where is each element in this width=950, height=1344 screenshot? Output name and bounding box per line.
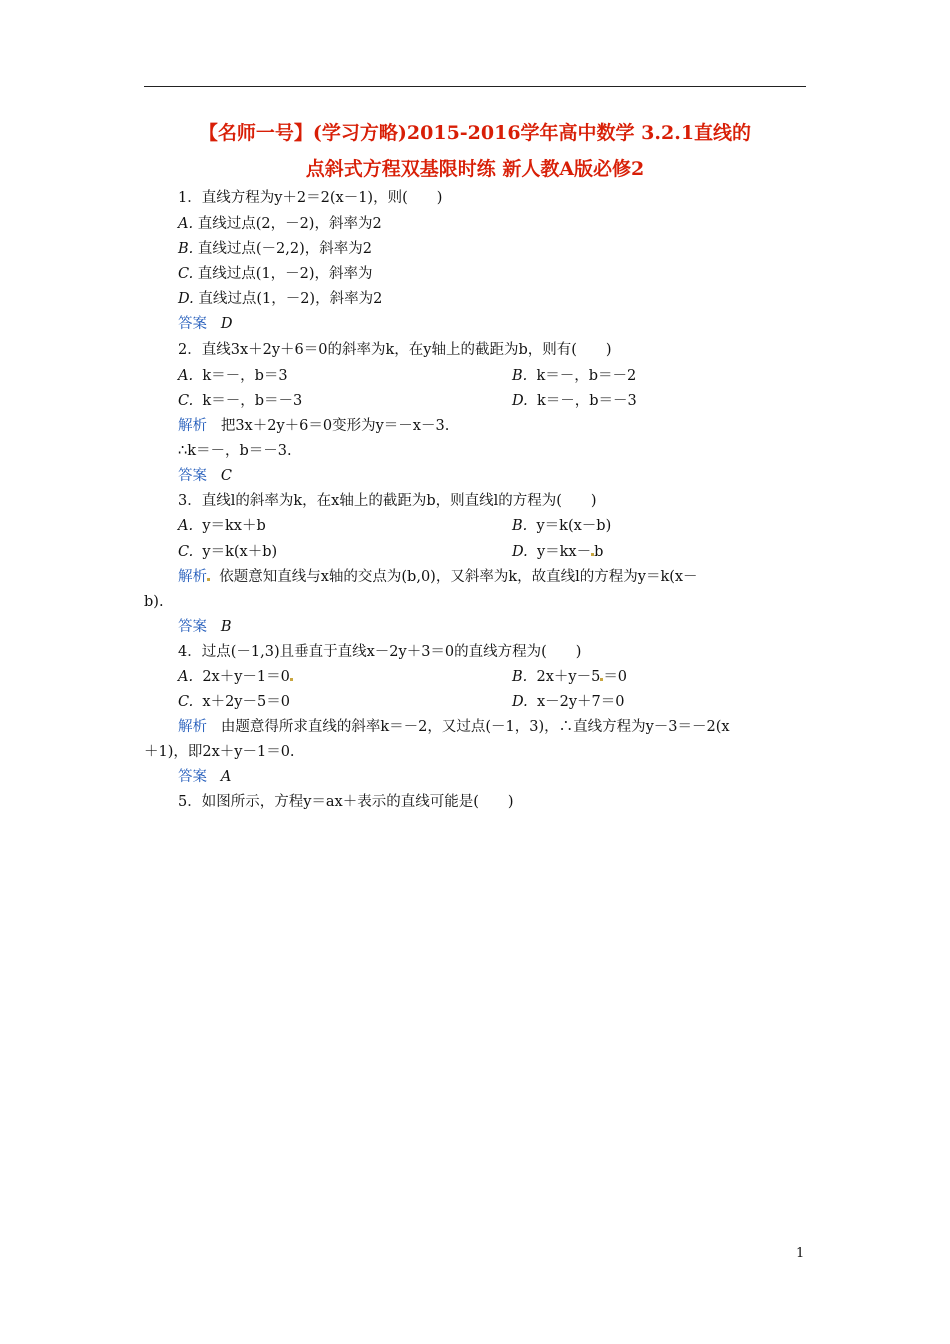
header-rule	[144, 86, 806, 87]
q4-analysis: 解析 由题意得所求直线的斜率k＝－2，又过点(－1，3)，∴直线方程为y－3＝－2(x	[178, 719, 730, 735]
q1-answer: 答案 D	[178, 316, 233, 332]
q2-option-c: C. k＝－，b＝－3	[178, 393, 303, 409]
q3-option-c: C. y＝k(x＋b)	[178, 544, 278, 560]
q3-analysis: 解析 依题意知直线与x轴的交点为(b,0)，又斜率为k，故直线l的方程为y＝k(x－	[178, 569, 698, 585]
page-number: 1	[796, 1246, 805, 1261]
q3-stem: 3．直线l的斜率为k，在x轴上的截距为b，则直线l的方程为( )	[178, 493, 597, 509]
title-line-1: 【名师一号】(学习方略)2015-2016学年高中数学 3.2.1直线的	[198, 122, 752, 144]
stray-mark	[290, 678, 293, 681]
q3-answer: 答案 B	[178, 619, 232, 635]
q5-stem: 5．如图所示，方程y＝ax＋表示的直线可能是( )	[178, 794, 514, 810]
q2-answer: 答案 C	[178, 468, 232, 484]
q2-option-a: A. k＝－，b＝3	[178, 368, 288, 384]
q1-stem: 1．直线方程为y＋2＝2(x－1)，则( )	[178, 190, 443, 206]
q1-option-b: B. 直线过点(－2,2)，斜率为2	[178, 241, 372, 257]
title-line-2: 点斜式方程双基限时练 新人教A版必修2	[305, 158, 645, 180]
q2-analysis-cont: ∴k＝－，b＝－3.	[178, 443, 292, 459]
q1-option-c: C. 直线过点(1，－2)，斜率为	[178, 266, 373, 282]
q4-option-a: A. 2x＋y－1＝0	[178, 667, 293, 687]
q3-option-b: B. y＝k(x－b)	[512, 518, 612, 534]
q1-option-d: D. 直线过点(1，－2)，斜率为2	[178, 291, 383, 307]
q2-analysis: 解析 把3x＋2y＋6＝0变形为y＝－x－3.	[178, 418, 450, 434]
q4-answer: 答案 A	[178, 769, 232, 785]
q4-option-b: B. 2x＋y－5 ＝0	[512, 669, 628, 685]
stray-mark	[207, 578, 210, 581]
q4-option-c: C. x＋2y－5＝0	[178, 694, 290, 710]
q2-stem: 2．直线3x＋2y＋6＝0的斜率为k，在y轴上的截距为b，则有( )	[178, 342, 612, 358]
q4-stem: 4．过点(－1,3)且垂直于直线x－2y＋3＝0的直线方程为( )	[178, 644, 582, 660]
q3-option-a: A. y＝kx＋b	[178, 518, 266, 534]
q4-analysis-cont: ＋1)，即2x＋y－1＝0.	[144, 744, 295, 760]
q2-option-d: D. k＝－，b＝－3	[512, 393, 637, 409]
q3-option-d: D. y＝kx－ b	[512, 544, 604, 560]
q2-option-b: B. k＝－，b＝－2	[512, 368, 637, 384]
q3-analysis-cont: b).	[144, 594, 164, 610]
q4-option-d: D. x－2y＋7＝0	[512, 694, 625, 710]
q1-option-a: A. 直线过点(2，－2)，斜率为2	[178, 216, 382, 232]
